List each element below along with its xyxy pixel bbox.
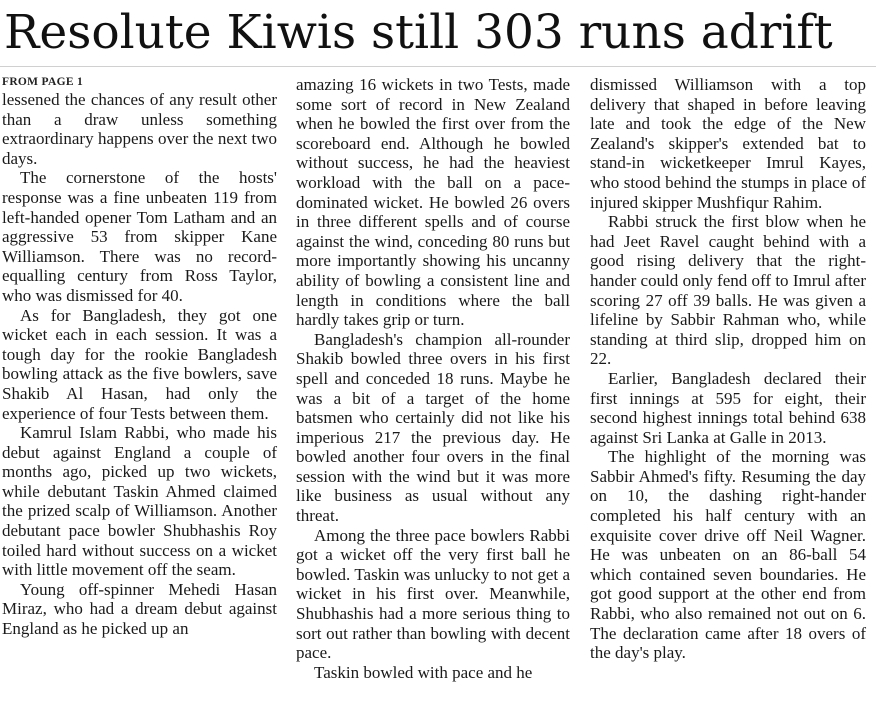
headline-divider	[0, 66, 876, 67]
article-column-1	[2, 75, 277, 639]
paragraph: Young off-spinner Mehedi Hasan Miraz, who had a dream debut against England as he picked up an	[2, 579, 277, 639]
paragraph: Earlier, Bangladesh declared their first innings at 595 for eight, their second highest innings total behind 638 against Sri Lanka at Galle in 2013.	[590, 368, 866, 447]
paragraph: amazing 16 wickets in two Tests, made some sort of record in New Zealand when he bowled the first over from the scoreboard end. Although he bowled without success, he had the heaviest workload with the ball on a pace-dominated wicket. He bowled 26 overs in three different spells and of course against the wind, conceding 80 runs but more importantly showing his uncanny ability of bowling a consistent line and length in conditions where the ball hardly takes grip or turn.	[296, 75, 570, 330]
paragraph: The cornerstone of the hosts' response was a fine unbeaten 119 from left-handed opener Tom Latham and an aggressive 53 from skipper Kane Williamson. There was no record-equalling century from Ross Taylor, who was dismissed for 40.	[2, 168, 277, 305]
paragraph: Taskin bowled with pace and he	[314, 662, 533, 682]
paragraph: Rabbi struck the first blow when he had Jeet Ravel caught behind with a good rising delivery that the right-hander could only fend off to Imrul after scoring 27 off 39 balls. He was given a lifeline by Sabbir Rahman who, while standing at third slip, dropped him on 22.	[590, 212, 866, 369]
paragraph: lessened the chances of any result other than a draw unless something extraordinary happens over the next two days.	[2, 90, 277, 168]
paragraph: Among the three pace bowlers Rabbi got a wicket off the very first ball he bowled. Taskin was unlucky to not get a wicket in his first over. Meanwhile, Shubhashis had a more serious thing to sort out rather than bowling with decent pace.	[296, 525, 570, 663]
paragraph: Bangladesh's champion all-rounder Shakib bowled three overs in his first spell and conceded 18 runs. Maybe he was a bit of a target of the home batsmen who certainly did not like his imperious 217 the previous day. He bowled another four overs in the final session with the wind but it was more like business as usual without any threat.	[296, 329, 570, 526]
continuation-kicker: FROM PAGE 1	[2, 76, 84, 88]
paragraph: As for Bangladesh, they got one wicket each in each session. It was a tough day for the rookie Bangladesh bowling attack as the five bowlers, save Shakib Al Hasan, had only the experience of four Tests between them.	[2, 305, 277, 423]
paragraph: dismissed Williamson with a top delivery that shaped in before leaving late and took the edge of the New Zealand's skipper's extended bat to stand-in wicketkeeper Imrul Kayes, who stood behind the stumps in place of injured skipper Mushfiqur Rahim.	[590, 75, 866, 212]
headline: Resolute Kiwis still 303 runs adrift	[4, 5, 833, 60]
article-column-3	[590, 75, 866, 663]
article-column-2	[296, 75, 570, 682]
paragraph: The highlight of the morning was Sabbir Ahmed's fifty. Resuming the day on 10, the dashing right-hander completed his half century with an exquisite cover drive off Neil Wagner. He was unbeaten on an 86-ball 54 which contained seven boundaries. He got good support at the other end from Rabbi, who also remained not out on 6. The declaration came after 18 overs of the day's play.	[590, 447, 866, 663]
paragraph: Kamrul Islam Rabbi, who made his debut against England a couple of months ago, picked up two wickets, while debutant Taskin Ahmed claimed the prized scalp of Williamson. Another debutant pace bowler Shubhashis Roy toiled hard without success on a wicket with little movement off the seam.	[2, 423, 277, 580]
